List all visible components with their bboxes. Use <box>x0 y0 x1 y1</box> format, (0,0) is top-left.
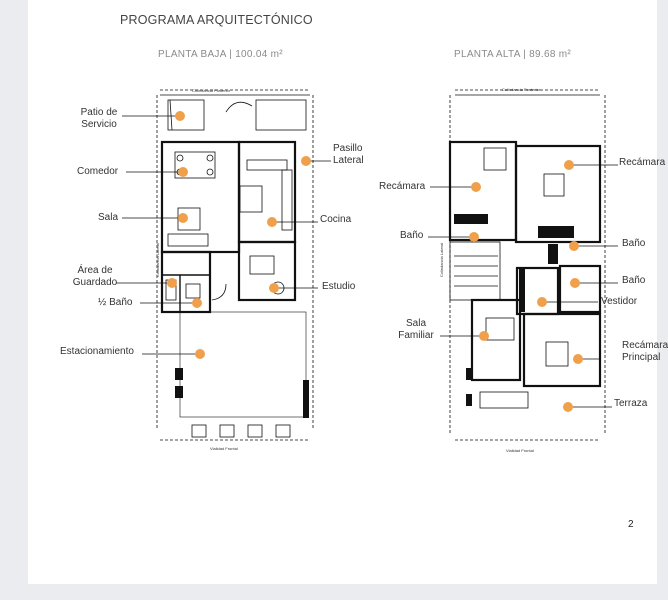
label-patio-line2: Servicio <box>81 119 117 130</box>
label-estacionamiento: Estacionamiento <box>60 346 134 357</box>
label-sala-fam-line2: Familiar <box>398 330 434 341</box>
label-rec-princ-line2: Principal <box>622 352 661 363</box>
plan-text-vialidad-frontal-upper: Vialidad Frontal <box>506 448 534 453</box>
label-sala-fam-line1: Sala <box>405 318 426 329</box>
label-medio-bano: ½ Baño <box>98 297 133 308</box>
plan-text-colindancia-posterior-upper: Colindancia Posterior <box>502 87 541 92</box>
page-number: 2 <box>628 519 634 530</box>
plan-text-colindancia-posterior: Colindancia Posterior <box>192 88 231 93</box>
label-patio-line1: Patio de <box>80 107 118 118</box>
label-vestidor: Vestidor <box>601 296 638 307</box>
label-pasillo-line2: Lateral <box>333 155 364 166</box>
plan-text-vialidad-frontal: Vialidad Frontal <box>210 446 238 451</box>
label-terraza: Terraza <box>614 398 648 409</box>
ground-floor-title: PLANTA BAJA | 100.04 m² <box>158 49 283 60</box>
upper-floor-title: PLANTA ALTA | 89.68 m² <box>454 49 572 60</box>
label-rec-princ-line1: Recámara <box>622 340 668 351</box>
label-area-de-guardado <box>70 265 120 289</box>
plan-text-colindancia-lateral: Colindancia Lateral <box>155 242 161 278</box>
label-pasillo-line1: Pasillo <box>333 143 363 154</box>
label-recamara-right: Recámara <box>619 157 666 168</box>
label-pasillo-lateral <box>333 143 364 167</box>
label-recamara-left: Recámara <box>379 181 426 192</box>
plan-text-colindancia-lateral-upper: Colindancia Lateral <box>439 242 445 278</box>
label-bano-right-2: Baño <box>622 275 646 286</box>
label-sala: Sala <box>98 212 119 223</box>
label-estudio: Estudio <box>322 281 356 292</box>
label-comedor: Comedor <box>77 166 119 177</box>
page-title: PROGRAMA ARQUITECTÓNICO <box>120 13 313 27</box>
label-sala-familiar <box>396 318 436 342</box>
label-recamara-principal <box>622 340 668 364</box>
label-bano-left: Baño <box>400 230 424 241</box>
label-cocina: Cocina <box>320 214 352 225</box>
label-area-line2: Guardado <box>72 277 118 288</box>
label-bano-right-1: Baño <box>622 238 646 249</box>
label-area-line1: Área de <box>77 265 113 276</box>
label-patio-de-servicio <box>74 107 124 131</box>
